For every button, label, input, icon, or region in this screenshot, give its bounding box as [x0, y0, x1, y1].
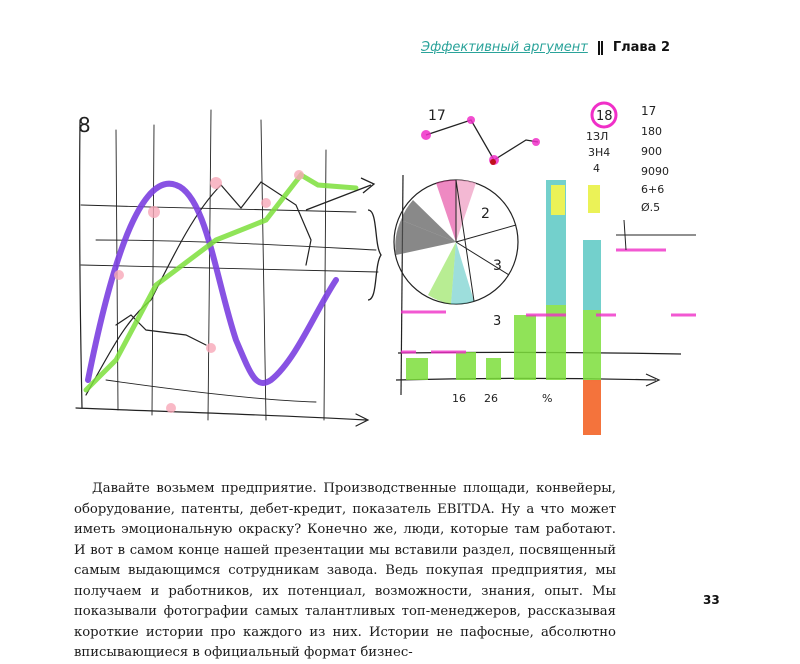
bar-chart	[406, 180, 601, 435]
svg-text:1ЗЛ: 1ЗЛ	[586, 130, 609, 143]
svg-text:18: 18	[596, 109, 613, 124]
svg-text:180: 180	[641, 125, 662, 138]
section-title-link[interactable]: Эффективный аргумент	[421, 40, 588, 55]
hand-drawn-sketch	[56, 90, 706, 440]
svg-text:3: 3	[493, 258, 502, 274]
svg-text:26: 26	[484, 392, 498, 405]
svg-text:9090: 9090	[641, 165, 669, 178]
header-separator	[598, 41, 603, 55]
left-y-axis	[80, 120, 82, 408]
svg-text:900: 900	[641, 145, 662, 158]
right-y-axis	[401, 175, 403, 395]
svg-text:16: 16	[452, 392, 466, 405]
svg-text:17: 17	[641, 104, 657, 118]
purple-sine-curve	[88, 184, 336, 383]
pie-chart	[394, 180, 518, 304]
svg-text:17: 17	[428, 108, 446, 124]
left-x-axis	[76, 408, 366, 420]
svg-text:2: 2	[481, 206, 490, 222]
svg-text:3H4: 3H4	[588, 146, 611, 159]
page-number: 33	[703, 593, 720, 607]
svg-text:6+6: 6+6	[641, 183, 665, 196]
curly-brace	[368, 210, 381, 300]
svg-text:4: 4	[593, 162, 600, 175]
svg-text:8: 8	[78, 113, 91, 137]
svg-text:%: %	[542, 392, 553, 405]
body-paragraph: Давайте возьмем предприятие. Производственные площади, конвейеры, оборудование, патенты, дебет-кредит, показатель EBITDA. Ну а что может иметь эмоциональную окраску? Конечно же, люди, которые там работают. И вот в самом конце нашей презентации мы вставили раздел, посвященный самым выдающимся сотрудникам завода. Ведь покупая предприятия, мы получаем и работников, их потенциал, возможности, знания, опыт. Мы показывали фотографии самых талантливых топ-менеджеров, рассказывая короткие истории про каждого из них. Истории не пафосные, абсолютно вписывающиеся в официальный формат бизнес-	[74, 481, 616, 661]
running-header	[421, 40, 670, 55]
svg-text:3: 3	[493, 314, 502, 329]
chapter-title: Глава 2	[612, 40, 670, 55]
svg-text:Ø.5: Ø.5	[641, 201, 661, 214]
